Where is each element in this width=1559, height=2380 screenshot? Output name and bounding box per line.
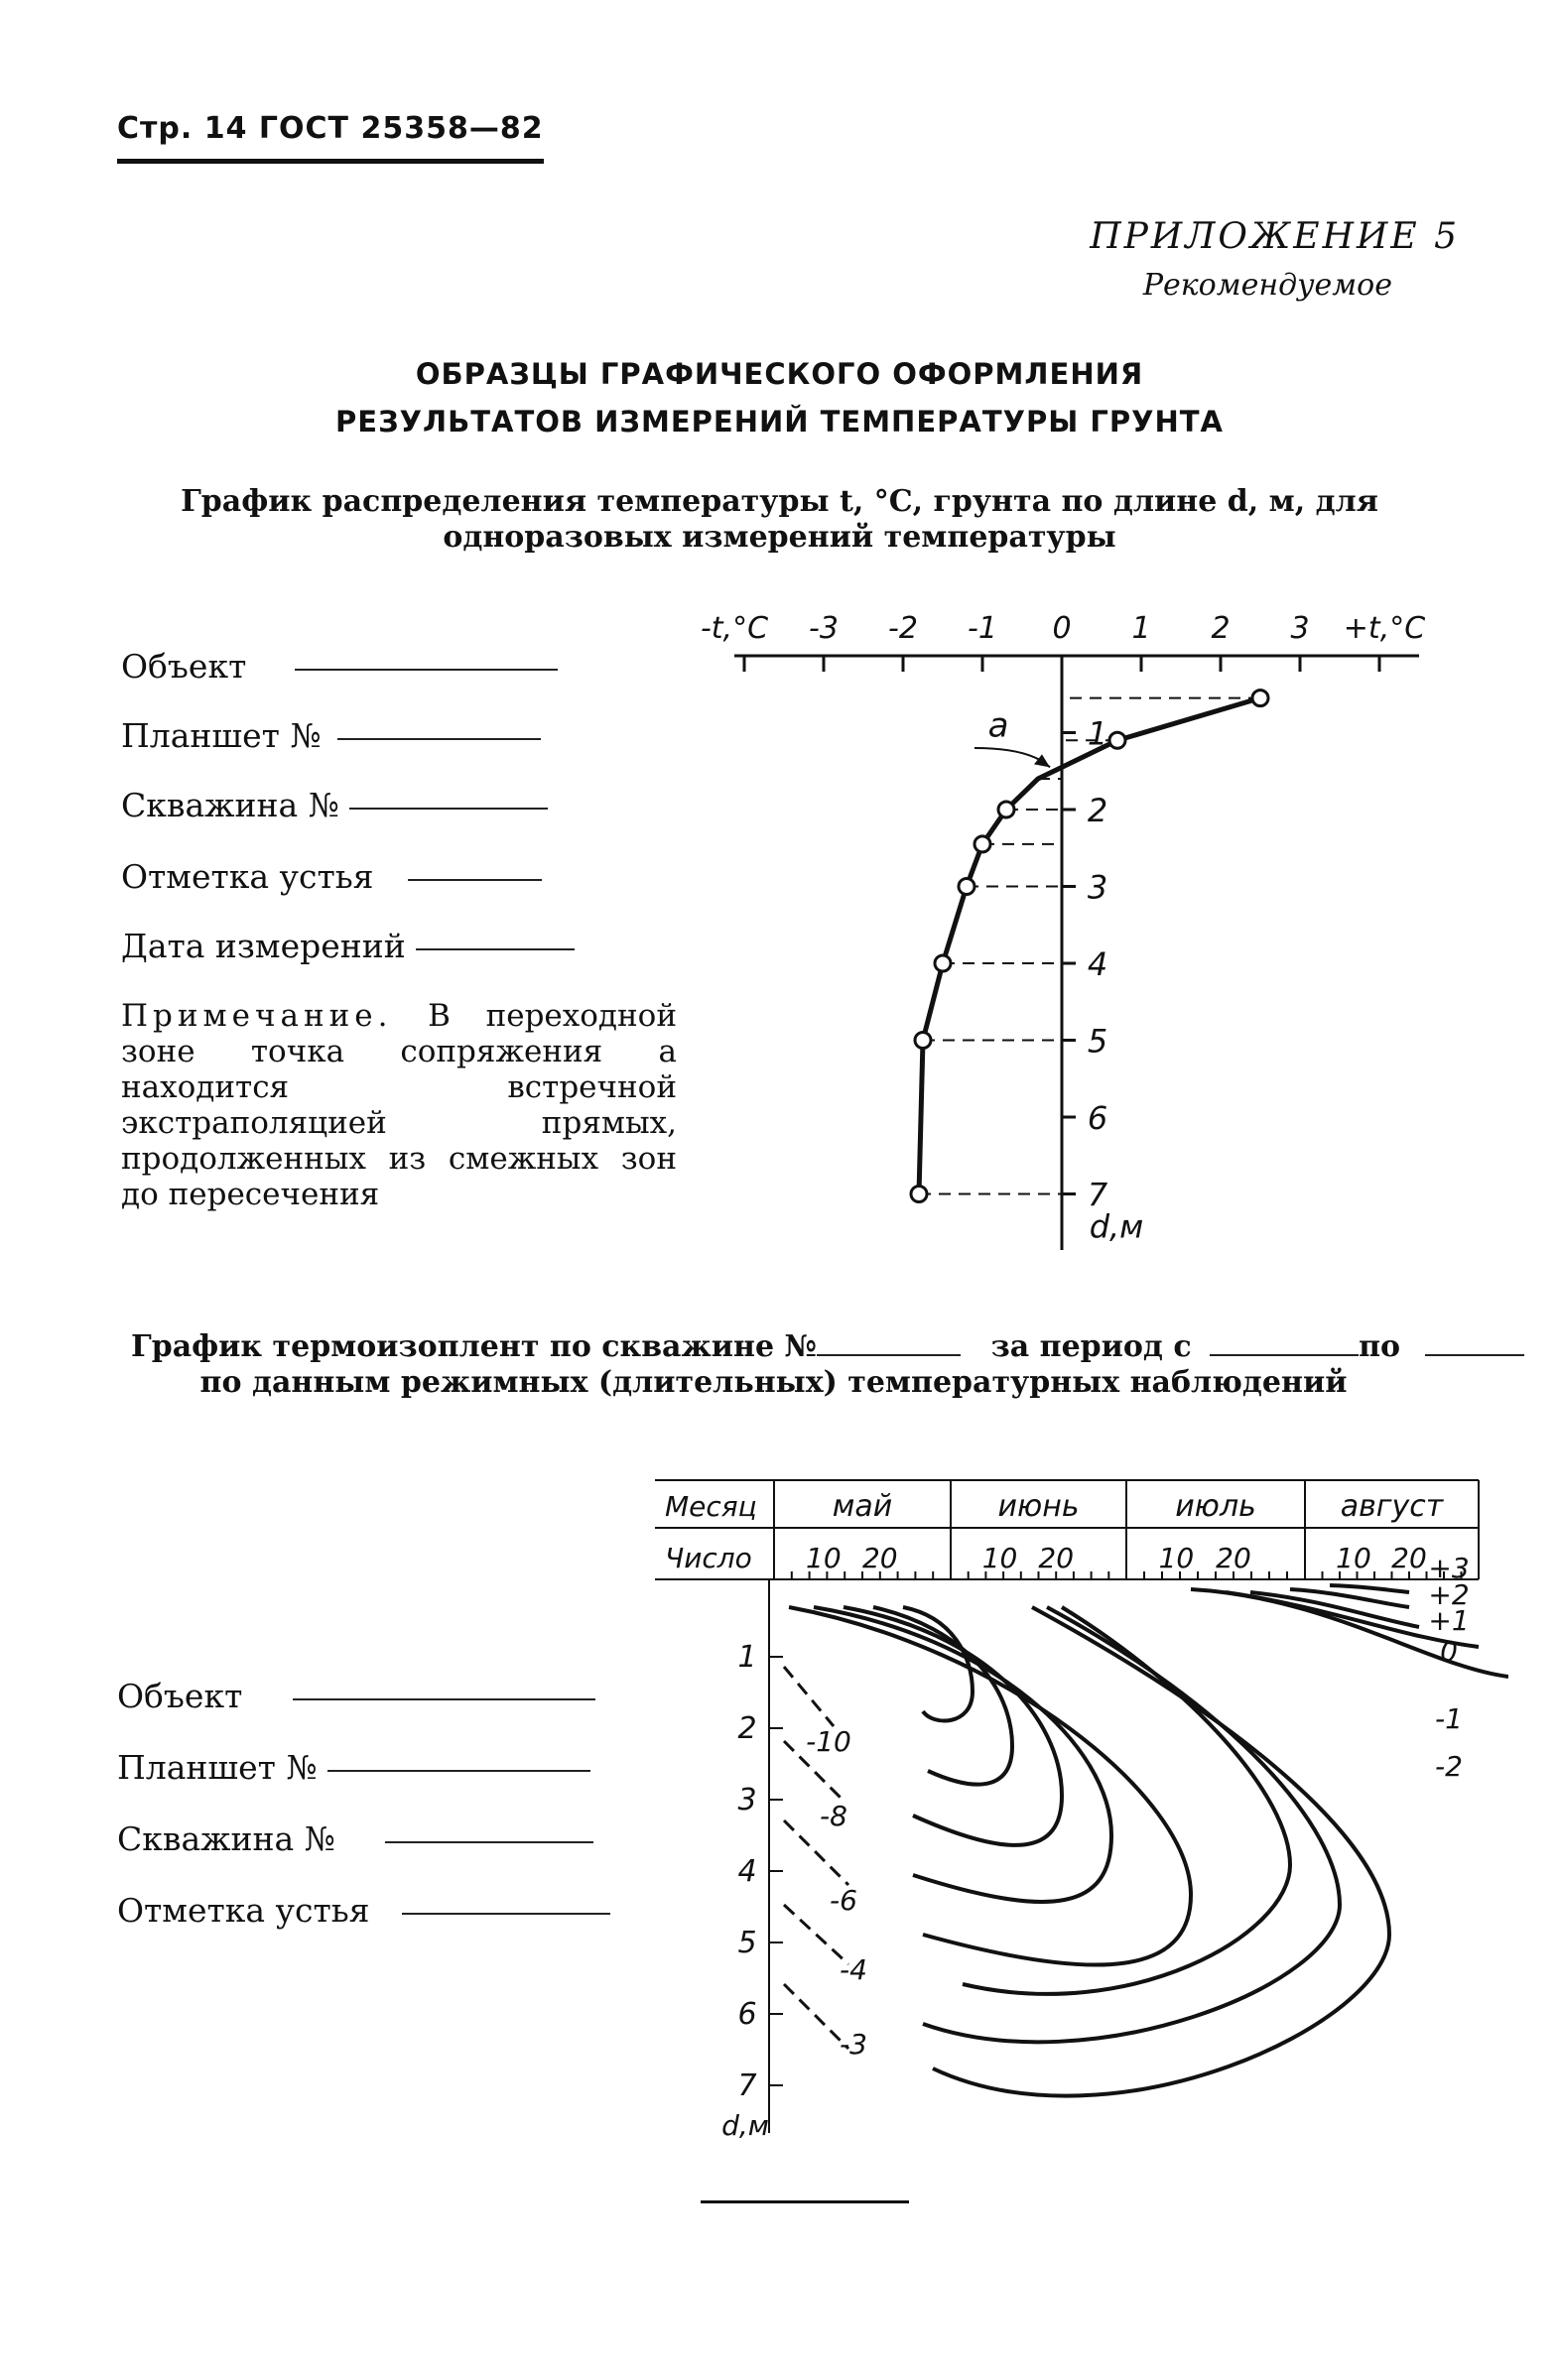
day-label: 20 <box>1391 1542 1427 1574</box>
day-label: 20 <box>1216 1542 1251 1574</box>
chart2-title-part2: за период с <box>990 1329 1192 1364</box>
form2-well-blank <box>385 1840 593 1843</box>
form2-mark <box>117 1891 610 1930</box>
day-label: 10 <box>981 1542 1018 1574</box>
depth-tick-label: 4 <box>1087 945 1108 983</box>
depth-tick-label: 2 <box>1087 792 1108 829</box>
appendix-subtitle: Рекомендуемое <box>1142 268 1392 303</box>
appendix-title: ПРИЛОЖЕНИЕ 5 <box>1090 216 1460 257</box>
measurement-point <box>1252 690 1268 706</box>
isoline-label: +2 <box>1428 1578 1470 1611</box>
chart1-title-line1: График распределения температуры t, °С, грунта по длине d, м, для <box>181 484 1378 519</box>
form2-sheet-blank <box>327 1769 590 1772</box>
measurement-point <box>935 955 951 971</box>
form1-mark-label: Отметка устья <box>121 857 374 896</box>
form2-object-blank <box>293 1697 595 1700</box>
form1-sheet <box>121 716 541 755</box>
depth-tick-label: 6 <box>1087 1099 1108 1137</box>
chart2-from-blank <box>1210 1353 1359 1356</box>
depth-tick-label: 3 <box>737 1783 757 1817</box>
form1-object <box>121 647 558 686</box>
day-label: 20 <box>1038 1542 1075 1574</box>
page-header: Стр. 14 ГОСТ 25358—82 <box>117 111 544 146</box>
isoline-label: -10 <box>806 1725 851 1758</box>
depth-axis-label: d,м <box>1089 1207 1144 1246</box>
measurement-point <box>959 879 974 895</box>
form2-well-label: Скважина № <box>117 1819 335 1858</box>
form1-well-blank <box>349 807 548 810</box>
pos-temp-label: +t,°С <box>1343 611 1426 646</box>
form1-date-blank <box>416 947 575 950</box>
measurement-point <box>1109 732 1125 748</box>
neg-temp-label: -t,°С <box>700 611 769 646</box>
month-label: август <box>1340 1489 1444 1524</box>
form1-mark <box>121 857 542 896</box>
form2-mark-label: Отметка устья <box>117 1891 370 1930</box>
note-body: В переходной зоне точка сопряжения a находится встречной экстраполяцией прямых, продолженных из смежных зон до пересечения <box>121 998 677 1212</box>
isoline-label: -8 <box>820 1800 847 1832</box>
form2-sheet <box>117 1748 590 1787</box>
temperature-profile-chart <box>635 590 1449 1285</box>
form1-mark-blank <box>408 878 542 881</box>
measurement-point <box>915 1033 931 1049</box>
day-label: 10 <box>806 1542 842 1574</box>
form2-object <box>117 1677 595 1715</box>
form2-sheet-label: Планшет № <box>117 1748 318 1787</box>
month-label: май <box>832 1489 893 1524</box>
isoline-label: 0 <box>1440 1635 1458 1668</box>
form1-date-label: Дата измерений <box>121 927 406 965</box>
depth-tick-label: 1 <box>1087 714 1108 753</box>
isoline-label: -6 <box>830 1884 857 1917</box>
isoline <box>1250 1592 1419 1627</box>
chart2-title-line2: по данным режимных (длительных) температурных наблюдений <box>199 1365 1348 1400</box>
form1-sheet-label: Планшет № <box>121 716 322 755</box>
note-head: Примечание. <box>121 998 393 1034</box>
month-label: июль <box>1175 1489 1256 1524</box>
form1-date <box>121 927 575 965</box>
main-title-line1: ОБРАЗЦЫ ГРАФИЧЕСКОГО ОФОРМЛЕНИЯ <box>415 357 1144 391</box>
depth-tick-label: 2 <box>737 1711 757 1746</box>
chart2-well-blank <box>817 1353 961 1356</box>
x-tick-label: -3 <box>809 611 839 646</box>
day-label: 10 <box>1336 1542 1371 1574</box>
month-header: Месяц <box>665 1490 757 1523</box>
form2-mark-blank <box>402 1912 610 1915</box>
form2-well <box>117 1819 593 1858</box>
depth-tick-label: 6 <box>737 1997 757 2032</box>
isoline <box>963 1607 1290 1994</box>
isoline-label: -3 <box>840 2028 867 2061</box>
depth-tick-label: 7 <box>737 2068 757 2103</box>
isoline-label: -4 <box>840 1953 867 1986</box>
isoline <box>1330 1585 1409 1592</box>
bottom-rule <box>701 2200 909 2203</box>
depth-tick-label: 3 <box>1087 868 1108 907</box>
chart2-title-line1 <box>131 1329 1524 1364</box>
x-tick-label: 0 <box>1052 611 1072 646</box>
measurement-point <box>998 802 1014 817</box>
junction-arrowhead <box>1034 754 1050 767</box>
chart2-title-part1: График термоизоплент по скважине № <box>131 1329 818 1364</box>
depth-axis-label: d,м <box>721 2109 769 2142</box>
depth-tick-label: 4 <box>737 1854 757 1889</box>
depth-tick-label: 5 <box>737 1926 757 1960</box>
day-label: 20 <box>861 1542 898 1574</box>
form1-sheet-blank <box>337 737 541 740</box>
depth-tick-label: 5 <box>1087 1022 1108 1061</box>
isoline-label: +1 <box>1428 1604 1470 1637</box>
form1-object-label: Объект <box>121 647 247 686</box>
depth-tick-label: 1 <box>737 1640 757 1675</box>
form2-object-label: Объект <box>117 1677 243 1715</box>
measurement-point <box>911 1187 927 1202</box>
form1-object-blank <box>295 668 558 671</box>
isoline-label: -2 <box>1435 1750 1463 1783</box>
day-label: 10 <box>1158 1542 1195 1574</box>
isoline-label: -1 <box>1435 1702 1463 1735</box>
x-tick-label: 2 <box>1211 611 1231 646</box>
month-label: июнь <box>997 1489 1080 1524</box>
x-tick-label: 3 <box>1290 611 1310 646</box>
depth-tick-label: 7 <box>1087 1176 1108 1214</box>
note <box>121 998 677 1212</box>
isoline <box>844 1607 1062 1845</box>
x-tick-label: -1 <box>968 611 997 646</box>
form1-well-label: Скважина № <box>121 786 339 824</box>
isoline-lead <box>784 1667 834 1726</box>
chart2-title-part3: по <box>1359 1329 1401 1364</box>
thermoisopleth-chart <box>635 1468 1508 2153</box>
form1-well <box>121 786 548 824</box>
x-tick-label: -2 <box>888 611 918 646</box>
isoline-label: +3 <box>1428 1552 1470 1584</box>
junction-point-label: a <box>987 705 1009 746</box>
measurement-point <box>974 836 990 852</box>
chart1-title-line2: одноразовых измерений температуры <box>443 520 1116 555</box>
day-header: Число <box>665 1542 752 1574</box>
chart2-to-blank <box>1425 1353 1524 1356</box>
main-title-line2: РЕЗУЛЬТАТОВ ИЗМЕРЕНИЙ ТЕМПЕРАТУРЫ ГРУНТА <box>335 405 1224 438</box>
header-rule <box>117 159 544 164</box>
x-tick-label: 1 <box>1131 611 1151 646</box>
